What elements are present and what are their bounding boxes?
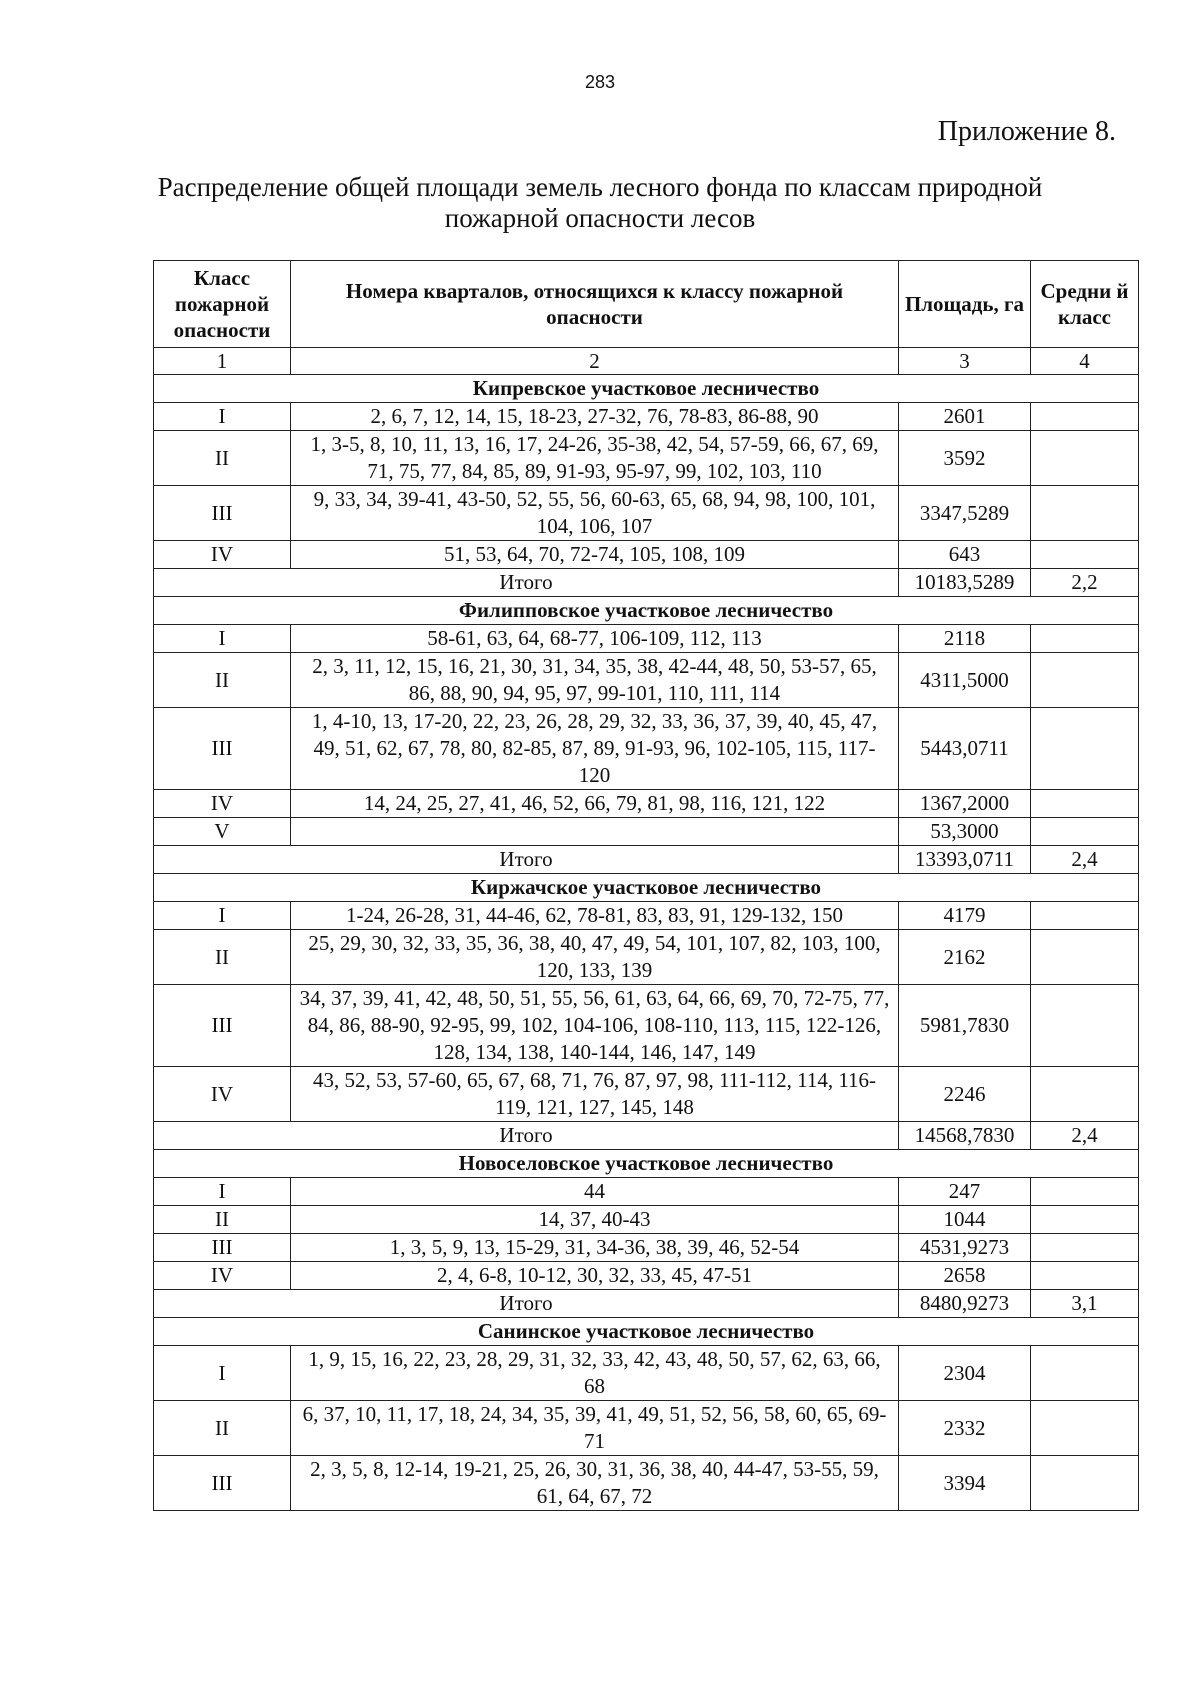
average-class-cell bbox=[1031, 653, 1139, 708]
fire-class-cell: III bbox=[154, 708, 291, 790]
quarters-cell: 2, 3, 5, 8, 12-14, 19-21, 25, 26, 30, 31, 36, 38, 40, 44-47, 53-55, 59, 61, 64, 67, 72 bbox=[291, 1456, 899, 1511]
fire-class-cell: II bbox=[154, 930, 291, 985]
area-cell: 4311,5000 bbox=[899, 653, 1031, 708]
fire-class-cell: II bbox=[154, 1401, 291, 1456]
fire-class-cell: I bbox=[154, 902, 291, 930]
average-class-cell bbox=[1031, 818, 1139, 846]
table-row bbox=[154, 1178, 1139, 1206]
area-cell: 2332 bbox=[899, 1401, 1031, 1456]
district-header-row bbox=[154, 1150, 1139, 1178]
table-row bbox=[154, 541, 1139, 569]
table-header-row bbox=[154, 261, 1139, 348]
quarters-cell: 2, 3, 11, 12, 15, 16, 21, 30, 31, 34, 35, 38, 42-44, 48, 50, 53-57, 65, 86, 88, 90, 94, 95, 97, 99-101, 110, 111, 114 bbox=[291, 653, 899, 708]
quarters-cell: 1, 9, 15, 16, 22, 23, 28, 29, 31, 32, 33, 42, 43, 48, 50, 57, 62, 63, 66, 68 bbox=[291, 1346, 899, 1401]
table-row bbox=[154, 708, 1139, 790]
quarters-cell: 43, 52, 53, 57-60, 65, 67, 68, 71, 76, 87, 97, 98, 111-112, 114, 116-119, 121, 127, 145, 148 bbox=[291, 1067, 899, 1122]
quarters-cell: 58-61, 63, 64, 68-77, 106-109, 112, 113 bbox=[291, 625, 899, 653]
average-class-cell bbox=[1031, 902, 1139, 930]
average-class-cell bbox=[1031, 930, 1139, 985]
header-quarters: Номера кварталов, относящихся к классу пожарной опасности bbox=[291, 261, 899, 348]
quarters-cell: 1, 4-10, 13, 17-20, 22, 23, 26, 28, 29, 32, 33, 36, 37, 39, 40, 45, 47, 49, 51, 62, 67, 78, 80, 82-85, 87, 89, 91-93, 96, 102-105, 115, 117-120 bbox=[291, 708, 899, 790]
column-number: 1 bbox=[154, 348, 291, 375]
total-average-class: 2,4 bbox=[1031, 1122, 1139, 1150]
average-class-cell bbox=[1031, 1067, 1139, 1122]
total-label: Итого bbox=[154, 1122, 899, 1150]
fire-danger-table bbox=[153, 260, 1139, 1511]
table-row bbox=[154, 985, 1139, 1067]
table-row bbox=[154, 1067, 1139, 1122]
average-class-cell bbox=[1031, 1262, 1139, 1290]
fire-class-cell: III bbox=[154, 486, 291, 541]
average-class-cell bbox=[1031, 1401, 1139, 1456]
total-row bbox=[154, 1290, 1139, 1318]
area-cell: 3347,5289 bbox=[899, 486, 1031, 541]
district-name: Кипревское участковое лесничество bbox=[154, 375, 1139, 403]
fire-class-cell: V bbox=[154, 818, 291, 846]
table-body bbox=[154, 375, 1139, 1511]
total-row bbox=[154, 846, 1139, 874]
total-average-class: 3,1 bbox=[1031, 1290, 1139, 1318]
area-cell: 1367,2000 bbox=[899, 790, 1031, 818]
header-average-class: Средни й класс bbox=[1031, 261, 1139, 348]
area-cell: 53,3000 bbox=[899, 818, 1031, 846]
area-cell: 3394 bbox=[899, 1456, 1031, 1511]
average-class-cell bbox=[1031, 431, 1139, 486]
table-row bbox=[154, 625, 1139, 653]
district-name: Санинское участковое лесничество bbox=[154, 1318, 1139, 1346]
area-cell: 2658 bbox=[899, 1262, 1031, 1290]
district-name: Филипповское участковое лесничество bbox=[154, 597, 1139, 625]
average-class-cell bbox=[1031, 1346, 1139, 1401]
table-row bbox=[154, 1262, 1139, 1290]
district-name: Новоселовское участковое лесничество bbox=[154, 1150, 1139, 1178]
average-class-cell bbox=[1031, 1234, 1139, 1262]
quarters-cell: 9, 33, 34, 39-41, 43-50, 52, 55, 56, 60-63, 65, 68, 94, 98, 100, 101, 104, 106, 107 bbox=[291, 486, 899, 541]
total-area: 14568,7830 bbox=[899, 1122, 1031, 1150]
fire-class-cell: II bbox=[154, 431, 291, 486]
quarters-cell: 14, 24, 25, 27, 41, 46, 52, 66, 79, 81, 98, 116, 121, 122 bbox=[291, 790, 899, 818]
table-row bbox=[154, 1456, 1139, 1511]
average-class-cell bbox=[1031, 708, 1139, 790]
area-cell: 247 bbox=[899, 1178, 1031, 1206]
fire-class-cell: IV bbox=[154, 1262, 291, 1290]
area-cell: 5443,0711 bbox=[899, 708, 1031, 790]
table-row bbox=[154, 431, 1139, 486]
table-row bbox=[154, 403, 1139, 431]
quarters-cell: 1, 3, 5, 9, 13, 15-29, 31, 34-36, 38, 39, 46, 52-54 bbox=[291, 1234, 899, 1262]
area-cell: 4179 bbox=[899, 902, 1031, 930]
quarters-cell: 1, 3-5, 8, 10, 11, 13, 16, 17, 24-26, 35-38, 42, 54, 57-59, 66, 67, 69, 71, 75, 77, 84, 85, 89, 91-93, 95-97, 99, 102, 103, 110 bbox=[291, 431, 899, 486]
area-cell: 2162 bbox=[899, 930, 1031, 985]
area-cell: 1044 bbox=[899, 1206, 1031, 1234]
district-header-row bbox=[154, 874, 1139, 902]
area-cell: 2601 bbox=[899, 403, 1031, 431]
average-class-cell bbox=[1031, 1178, 1139, 1206]
header-area: Площадь, га bbox=[899, 261, 1031, 348]
average-class-cell bbox=[1031, 1456, 1139, 1511]
table-row bbox=[154, 1234, 1139, 1262]
area-cell: 643 bbox=[899, 541, 1031, 569]
fire-class-cell: I bbox=[154, 403, 291, 431]
document-title: Распределение общей площади земель лесного фонда по классам природной пожарной опасности лесов bbox=[157, 172, 1043, 233]
header-class: Класс пожарной опасности bbox=[154, 261, 291, 348]
average-class-cell bbox=[1031, 625, 1139, 653]
average-class-cell bbox=[1031, 541, 1139, 569]
column-number: 4 bbox=[1031, 348, 1139, 375]
average-class-cell bbox=[1031, 985, 1139, 1067]
district-header-row bbox=[154, 597, 1139, 625]
fire-class-cell: II bbox=[154, 1206, 291, 1234]
table-row bbox=[154, 930, 1139, 985]
quarters-cell: 1-24, 26-28, 31, 44-46, 62, 78-81, 83, 83, 91, 129-132, 150 bbox=[291, 902, 899, 930]
table-row bbox=[154, 1401, 1139, 1456]
area-cell: 4531,9273 bbox=[899, 1234, 1031, 1262]
table-row bbox=[154, 653, 1139, 708]
table-row bbox=[154, 486, 1139, 541]
total-row bbox=[154, 1122, 1139, 1150]
district-name: Киржачское участковое лесничество bbox=[154, 874, 1139, 902]
page-number: 283 bbox=[584, 72, 616, 92]
column-number-row bbox=[154, 348, 1139, 375]
fire-class-cell: III bbox=[154, 1234, 291, 1262]
total-row bbox=[154, 569, 1139, 597]
fire-class-cell: I bbox=[154, 625, 291, 653]
fire-class-cell: IV bbox=[154, 541, 291, 569]
quarters-cell: 6, 37, 10, 11, 17, 18, 24, 34, 35, 39, 41, 49, 51, 52, 56, 58, 60, 65, 69-71 bbox=[291, 1401, 899, 1456]
total-label: Итого bbox=[154, 846, 899, 874]
fire-class-cell: II bbox=[154, 653, 291, 708]
quarters-cell: 2, 6, 7, 12, 14, 15, 18-23, 27-32, 76, 78-83, 86-88, 90 bbox=[291, 403, 899, 431]
total-label: Итого bbox=[154, 569, 899, 597]
total-average-class: 2,2 bbox=[1031, 569, 1139, 597]
district-header-row bbox=[154, 1318, 1139, 1346]
fire-class-cell: IV bbox=[154, 1067, 291, 1122]
total-average-class: 2,4 bbox=[1031, 846, 1139, 874]
quarters-cell: 14, 37, 40-43 bbox=[291, 1206, 899, 1234]
total-area: 8480,9273 bbox=[899, 1290, 1031, 1318]
average-class-cell bbox=[1031, 790, 1139, 818]
area-cell: 2246 bbox=[899, 1067, 1031, 1122]
quarters-cell: 51, 53, 64, 70, 72-74, 105, 108, 109 bbox=[291, 541, 899, 569]
total-area: 13393,0711 bbox=[899, 846, 1031, 874]
column-number: 2 bbox=[291, 348, 899, 375]
fire-class-cell: I bbox=[154, 1346, 291, 1401]
quarters-cell: 25, 29, 30, 32, 33, 35, 36, 38, 40, 47, 49, 54, 101, 107, 82, 103, 100, 120, 133, 139 bbox=[291, 930, 899, 985]
average-class-cell bbox=[1031, 1206, 1139, 1234]
total-area: 10183,5289 bbox=[899, 569, 1031, 597]
quarters-cell: 44 bbox=[291, 1178, 899, 1206]
district-header-row bbox=[154, 375, 1139, 403]
appendix-label: Приложение 8. bbox=[937, 116, 1116, 147]
table-row bbox=[154, 1206, 1139, 1234]
fire-class-cell: III bbox=[154, 985, 291, 1067]
area-cell: 2304 bbox=[899, 1346, 1031, 1401]
table-row bbox=[154, 790, 1139, 818]
table-row bbox=[154, 818, 1139, 846]
area-cell: 5981,7830 bbox=[899, 985, 1031, 1067]
area-cell: 3592 bbox=[899, 431, 1031, 486]
column-number: 3 bbox=[899, 348, 1031, 375]
fire-class-cell: I bbox=[154, 1178, 291, 1206]
average-class-cell bbox=[1031, 403, 1139, 431]
quarters-cell: 2, 4, 6-8, 10-12, 30, 32, 33, 45, 47-51 bbox=[291, 1262, 899, 1290]
quarters-cell bbox=[291, 818, 899, 846]
total-label: Итого bbox=[154, 1290, 899, 1318]
table-row bbox=[154, 1346, 1139, 1401]
fire-class-cell: IV bbox=[154, 790, 291, 818]
table-row bbox=[154, 902, 1139, 930]
quarters-cell: 34, 37, 39, 41, 42, 48, 50, 51, 55, 56, 61, 63, 64, 66, 69, 70, 72-75, 77, 84, 86, 88-90, 92-95, 99, 102, 104-106, 108-110, 113, 115, 122-126, 128, 134, 138, 140-144, 146, 147, 149 bbox=[291, 985, 899, 1067]
fire-class-cell: III bbox=[154, 1456, 291, 1511]
average-class-cell bbox=[1031, 486, 1139, 541]
area-cell: 2118 bbox=[899, 625, 1031, 653]
